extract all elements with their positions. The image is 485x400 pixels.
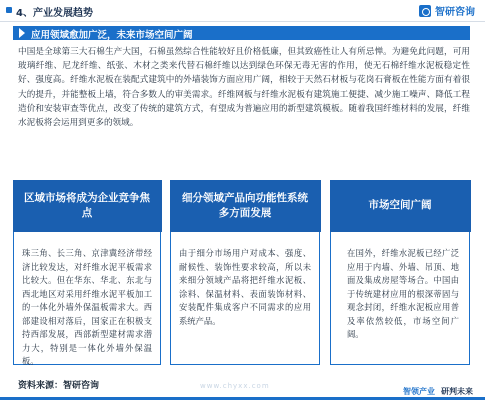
card-title: 市场空间广阔	[368, 199, 432, 211]
chevron-right-icon	[19, 28, 25, 38]
headline-bar	[13, 26, 470, 40]
footer-brand-secondary: 研判未来	[441, 387, 473, 396]
card-segment-products	[170, 180, 320, 365]
card-body: 在国外，纤维水泥板已经广泛应用于内墙、外墙、吊顶、地面及集成房屋等场合。中国由于传统建材应用的根深蒂固与观念封闭，纤维水泥板应用普及率依然较低，市场空间广阔。	[347, 248, 459, 339]
brand-name: 智研咨询	[435, 7, 475, 18]
card-header	[330, 180, 471, 232]
section-marker-icon	[6, 7, 12, 13]
card-regional-market	[13, 180, 161, 365]
card-header	[170, 180, 321, 232]
brand-logo	[419, 3, 475, 18]
brand-logo-icon	[419, 5, 431, 17]
card-title: 细分领域产品向功能性系统多方面发展	[182, 191, 308, 219]
card-title: 区域市场将成为企业竞争焦点	[24, 191, 150, 219]
card-market-space	[330, 180, 470, 365]
headline-text: 应用领域愈加广泛，未来市场空间广阔	[31, 30, 193, 41]
footer-brand	[403, 386, 473, 397]
top-bar	[0, 0, 485, 22]
card-body: 珠三角、长三角、京津冀经济带经济比较发达，对纤维水泥平板需求比较大。但在华东、华北、东北与西北地区对采用纤维水泥平板加工的一体化外墙外保温板需求大。西部建设相对落后，国家正在积极支持西部发展，西部新型建材需求潜力大，特别是一体化外墙外保温板。	[22, 248, 152, 366]
watermark: www.chyxx.com	[200, 382, 270, 390]
footer-brand-primary: 智领产业	[403, 387, 435, 396]
card-body: 由于细分市场用户对成本、强度、耐候性、装饰性要求较高，所以未来细分领域产品将把纤维水泥板、涂料、保温材料、表面装饰材料、安装配件集成客户不同需求的应用系统产品。	[179, 248, 311, 326]
source-note: 资料来源：智研咨询	[18, 381, 100, 391]
section-title: 4、产业发展趋势	[16, 8, 93, 19]
card-header	[13, 180, 162, 232]
intro-paragraph: 中国是全球第三大石棉生产大国，石棉虽然综合性能较好且价格低廉，但其致癌性让人有所忌惮。为避免此问题，可用玻璃纤维、尼龙纤维、纸张、木材之类来代替石棉纤维以达到绿色环保无毒无害的作用，使无石棉纤维水泥板稳定性好、强度高。纤维水泥板在装配式建筑中的外墙装饰方面应用广阔，相较于天然石材板与花岗石膏板在性能方面有着很大的提升，并能整板上墙，符合多数人的审美需求。纤维网板与纤维水泥板有建筑施工便捷、减少施工噪声、降低工程造价和安装审查等优点，改变了传统的建筑方式，有望成为普遍应用的新型建筑模板。随着我国纤维材料的发展，纤维水泥板将会运用到更多的领域。	[18, 47, 470, 129]
